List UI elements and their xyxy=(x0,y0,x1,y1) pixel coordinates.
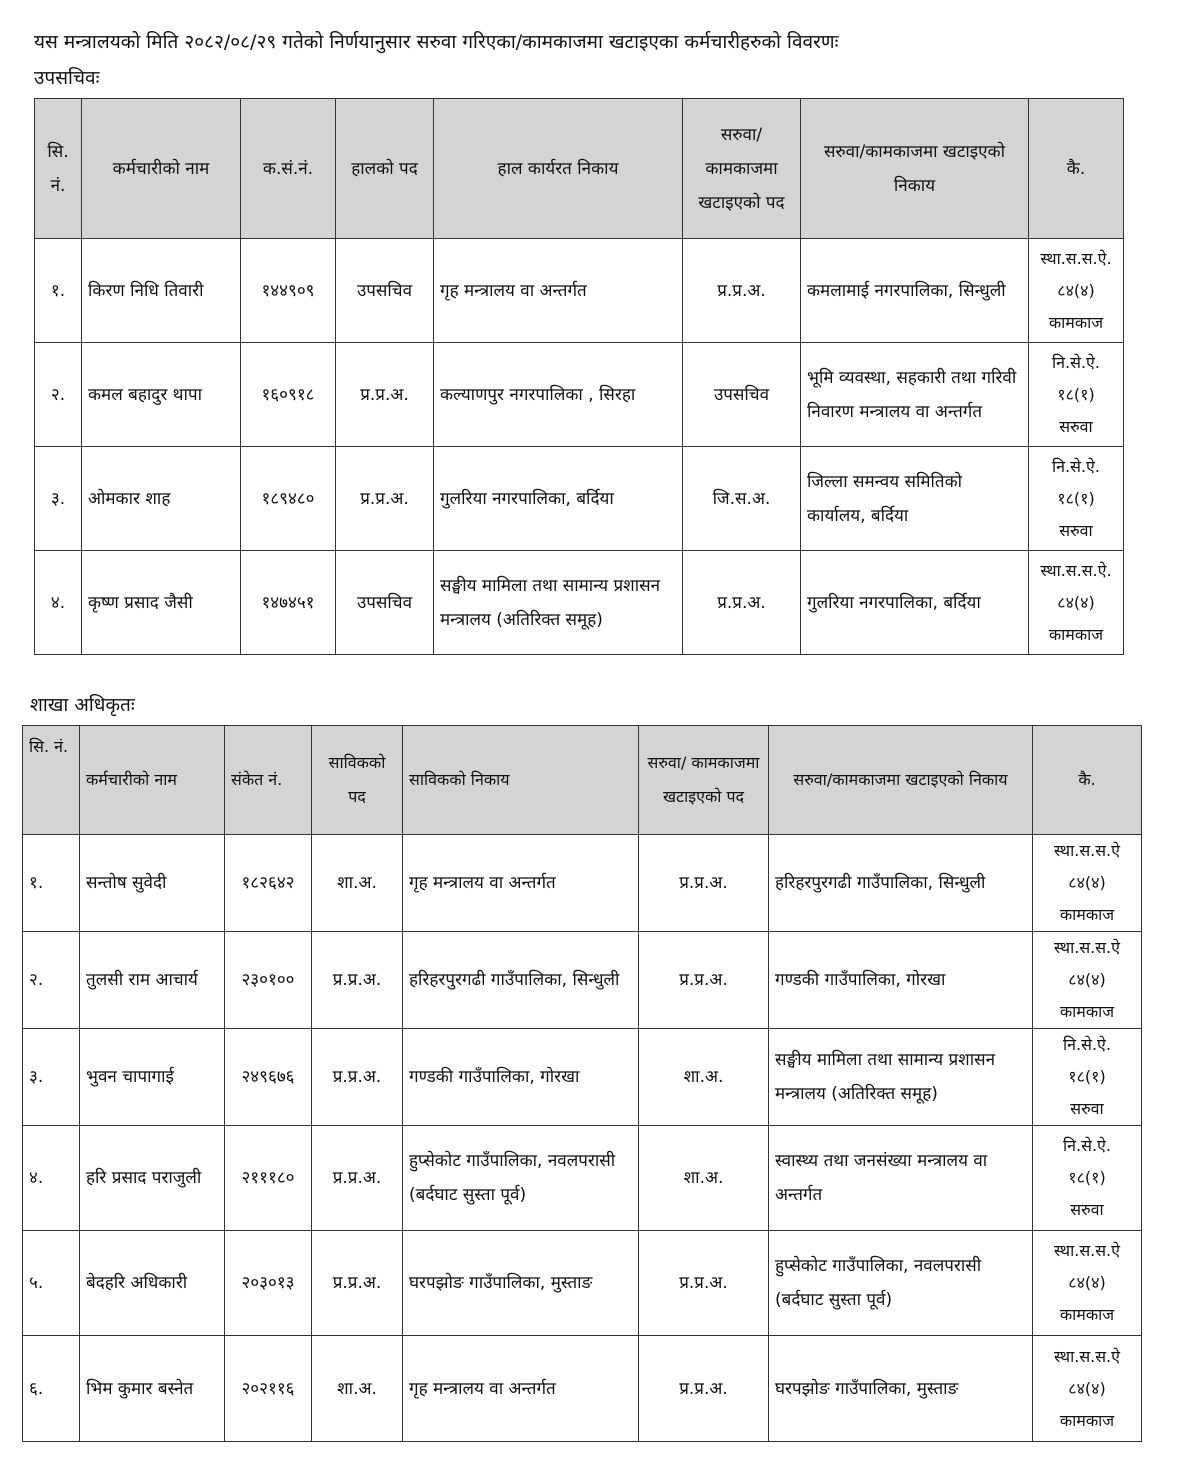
header-name: कर्मचारीको नाम xyxy=(82,99,241,239)
cell-new-post: प्र.प्र.अ. xyxy=(683,239,801,343)
table-row xyxy=(23,1231,1142,1336)
cell-id: १६०९१८ xyxy=(241,343,336,447)
header-current-office: साविकको निकाय xyxy=(403,726,639,835)
cell-current-post: शा.अ. xyxy=(312,1336,403,1442)
remark-type: सरुवा xyxy=(1059,416,1093,436)
cell-name: ओमकार शाह xyxy=(82,447,241,551)
cell-name: बेदहरि अधिकारी xyxy=(80,1231,225,1336)
cell-new-office: गुलरिया नगरपालिका, बर्दिया xyxy=(801,551,1029,655)
cell-current-post: प्र.प्र.अ. xyxy=(312,932,403,1029)
cell-remark xyxy=(1029,343,1124,447)
remark-type: कामकाज xyxy=(1048,624,1104,644)
cell-remark xyxy=(1033,1336,1142,1442)
remark-act: स्था.स.स.ऐ. xyxy=(1040,248,1112,268)
cell-remark xyxy=(1033,835,1142,932)
cell-current-office: कल्याणपुर नगरपालिका , सिरहा xyxy=(434,343,683,447)
remark-section: ८४(४) xyxy=(1068,873,1106,892)
cell-id: २३०१०० xyxy=(225,932,312,1029)
cell-new-office: हरिहरपुरगढी गाउँपालिका, सिन्धुली xyxy=(769,835,1033,932)
cell-current-office: गृह मन्त्रालय वा अन्तर्गत xyxy=(403,1336,639,1442)
table-row xyxy=(35,551,1124,655)
cell-name: हरि प्रसाद पराजुली xyxy=(80,1126,225,1231)
cell-current-post: शा.अ. xyxy=(312,835,403,932)
cell-id: २४९६७६ xyxy=(225,1029,312,1126)
cell-sn: १. xyxy=(23,835,80,932)
cell-name: भिम कुमार बस्नेत xyxy=(80,1336,225,1442)
cell-current-post: प्र.प्र.अ. xyxy=(336,447,434,551)
remark-section: १८(१) xyxy=(1057,384,1095,404)
cell-current-post: प्र.प्र.अ. xyxy=(312,1231,403,1336)
header-remark: कै. xyxy=(1029,99,1124,239)
cell-new-office: जिल्ला समन्वय समितिको कार्यालय, बर्दिया xyxy=(801,447,1029,551)
header-name: कर्मचारीको नाम xyxy=(80,726,225,835)
cell-new-post: प्र.प्र.अ. xyxy=(639,1336,769,1442)
table-row xyxy=(35,447,1124,551)
table-header-row xyxy=(35,99,1124,239)
remark-type: सरुवा xyxy=(1070,1200,1104,1219)
remark-section: १८(१) xyxy=(1068,1067,1106,1086)
remark-act: स्था.स.स.ऐ xyxy=(1053,938,1120,957)
cell-name: किरण निधि तिवारी xyxy=(82,239,241,343)
cell-remark xyxy=(1029,447,1124,551)
cell-new-post: प्र.प्र.अ. xyxy=(639,932,769,1029)
cell-new-office: कमलामाई नगरपालिका, सिन्धुली xyxy=(801,239,1029,343)
header-sn: सि. नं. xyxy=(23,726,80,835)
table-row xyxy=(35,239,1124,343)
cell-id: १८२६४२ xyxy=(225,835,312,932)
header-sn: सि. नं. xyxy=(35,99,82,239)
cell-new-office: हुप्सेकोट गाउँपालिका, नवलपरासी (बर्दघाट सुस्ता पूर्व) xyxy=(769,1231,1033,1336)
table-row xyxy=(23,1126,1142,1231)
header-new-post: सरुवा/ कामकाजमा खटाइएको पद xyxy=(683,99,801,239)
cell-current-office: घरपझोङ गाउँपालिका, मुस्ताङ xyxy=(403,1231,639,1336)
cell-name: तुलसी राम आचार्य xyxy=(80,932,225,1029)
table-row xyxy=(23,1336,1142,1442)
remark-act: नि.से.ऐ. xyxy=(1063,1136,1111,1155)
cell-new-office: गण्डकी गाउँपालिका, गोरखा xyxy=(769,932,1033,1029)
cell-current-office: गुलरिया नगरपालिका, बर्दिया xyxy=(434,447,683,551)
remark-act: नि.से.ऐ. xyxy=(1052,456,1100,476)
cell-remark xyxy=(1033,1126,1142,1231)
remark-type: कामकाज xyxy=(1059,905,1115,924)
cell-new-post: शा.अ. xyxy=(639,1029,769,1126)
cell-new-post: उपसचिव xyxy=(683,343,801,447)
cell-current-post: उपसचिव xyxy=(336,551,434,655)
document-heading: यस मन्त्रालयको मिति २०८२/०८/२९ गतेको निर्णयानुसार सरुवा गरिएका/कामकाजमा खटाइएका कर्मचारीहरुको विवरणः xyxy=(34,31,839,53)
table-row xyxy=(23,835,1142,932)
table-header-row xyxy=(23,726,1142,835)
cell-new-post: प्र.प्र.अ. xyxy=(639,835,769,932)
table-row xyxy=(23,1029,1142,1126)
cell-current-post: प्र.प्र.अ. xyxy=(312,1029,403,1126)
cell-name: सन्तोष सुवेदी xyxy=(80,835,225,932)
cell-id: १४७४५१ xyxy=(241,551,336,655)
remark-section: १८(१) xyxy=(1068,1168,1106,1187)
cell-new-office: भूमि व्यवस्था, सहकारी तथा गरिवी निवारण मन्त्रालय वा अन्तर्गत xyxy=(801,343,1029,447)
remark-act: स्था.स.स.ऐ xyxy=(1053,841,1120,860)
cell-id: २१११८० xyxy=(225,1126,312,1231)
header-new-post: सरुवा/ कामकाजमा खटाइएको पद xyxy=(639,726,769,835)
cell-sn: २. xyxy=(23,932,80,1029)
cell-sn: ४. xyxy=(23,1126,80,1231)
cell-sn: २. xyxy=(35,343,82,447)
remark-section: १८(१) xyxy=(1057,488,1095,508)
cell-current-office: गृह मन्त्रालय वा अन्तर्गत xyxy=(403,835,639,932)
remark-section: ८४(४) xyxy=(1068,1273,1106,1292)
cell-sn: ५. xyxy=(23,1231,80,1336)
remark-type: सरुवा xyxy=(1059,520,1093,540)
header-new-office: सरुवा/कामकाजमा खटाइएको निकाय xyxy=(801,99,1029,239)
remark-section: ८४(४) xyxy=(1068,1378,1106,1398)
header-remark: कै. xyxy=(1033,726,1142,835)
remark-type: कामकाज xyxy=(1059,1305,1115,1324)
table-row xyxy=(23,932,1142,1029)
remark-act: स्था.स.स.ऐ xyxy=(1053,1346,1120,1366)
remark-type: कामकाज xyxy=(1048,312,1104,332)
header-id: क.सं.नं. xyxy=(241,99,336,239)
cell-current-post: प्र.प्र.अ. xyxy=(312,1126,403,1231)
header-new-office: सरुवा/कामकाजमा खटाइएको निकाय xyxy=(769,726,1033,835)
cell-current-office: गृह मन्त्रालय वा अन्तर्गत xyxy=(434,239,683,343)
cell-id: २०२११६ xyxy=(225,1336,312,1442)
remark-act: स्था.स.स.ऐ xyxy=(1053,1241,1120,1260)
cell-remark xyxy=(1033,1231,1142,1336)
header-current-office: हाल कार्यरत निकाय xyxy=(434,99,683,239)
remark-act: स्था.स.स.ऐ. xyxy=(1040,560,1112,580)
section-label-shakha-adhikrit: शाखा अधिकृतः xyxy=(30,694,135,716)
remark-section: ८४(४) xyxy=(1057,280,1095,300)
cell-current-office: गण्डकी गाउँपालिका, गोरखा xyxy=(403,1029,639,1126)
cell-sn: ६. xyxy=(23,1336,80,1442)
remark-type: कामकाज xyxy=(1059,1002,1115,1021)
remark-act: नि.से.ऐ. xyxy=(1052,352,1100,372)
cell-new-office: घरपझोङ गाउँपालिका, मुस्ताङ xyxy=(769,1336,1033,1442)
cell-new-post: प्र.प्र.अ. xyxy=(683,551,801,655)
upasachib-table xyxy=(34,98,1124,655)
cell-name: कमल बहादुर थापा xyxy=(82,343,241,447)
cell-remark xyxy=(1033,1029,1142,1126)
cell-remark xyxy=(1029,551,1124,655)
cell-sn: १. xyxy=(35,239,82,343)
header-current-post: हालको पद xyxy=(336,99,434,239)
remark-type: कामकाज xyxy=(1059,1410,1115,1430)
cell-current-post: उपसचिव xyxy=(336,239,434,343)
shakha-adhikrit-table xyxy=(22,725,1142,1442)
remark-section: ८४(४) xyxy=(1068,970,1106,989)
cell-current-office: सङ्घीय मामिला तथा सामान्य प्रशासन मन्त्रालय (अतिरिक्त समूह) xyxy=(434,551,683,655)
cell-current-office: हुप्सेकोट गाउँपालिका, नवलपरासी (बर्दघाट सुस्ता पूर्व) xyxy=(403,1126,639,1231)
table-row xyxy=(35,343,1124,447)
cell-sn: ४. xyxy=(35,551,82,655)
cell-new-post: जि.स.अ. xyxy=(683,447,801,551)
cell-id: १४४९०९ xyxy=(241,239,336,343)
header-id: संकेत नं. xyxy=(225,726,312,835)
cell-id: २०३०१३ xyxy=(225,1231,312,1336)
cell-new-office: स्वास्थ्य तथा जनसंख्या मन्त्रालय वा अन्तर्गत xyxy=(769,1126,1033,1231)
section-label-upasachib: उपसचिवः xyxy=(34,67,100,89)
cell-remark xyxy=(1033,932,1142,1029)
cell-new-office: सङ्घीय मामिला तथा सामान्य प्रशासन मन्त्रालय (अतिरिक्त समूह) xyxy=(769,1029,1033,1126)
cell-remark xyxy=(1029,239,1124,343)
cell-name: भुवन चापागाई xyxy=(80,1029,225,1126)
cell-sn: ३. xyxy=(23,1029,80,1126)
remark-section: ८४(४) xyxy=(1057,592,1095,612)
cell-sn: ३. xyxy=(35,447,82,551)
cell-name: कृष्ण प्रसाद जैसी xyxy=(82,551,241,655)
cell-new-post: प्र.प्र.अ. xyxy=(639,1231,769,1336)
cell-id: १८९४८० xyxy=(241,447,336,551)
header-current-post: साविकको पद xyxy=(312,726,403,835)
remark-act: नि.से.ऐ. xyxy=(1063,1035,1111,1054)
cell-new-post: शा.अ. xyxy=(639,1126,769,1231)
cell-current-office: हरिहरपुरगढी गाउँपालिका, सिन्धुली xyxy=(403,932,639,1029)
cell-current-post: प्र.प्र.अ. xyxy=(336,343,434,447)
remark-type: सरुवा xyxy=(1070,1099,1104,1118)
